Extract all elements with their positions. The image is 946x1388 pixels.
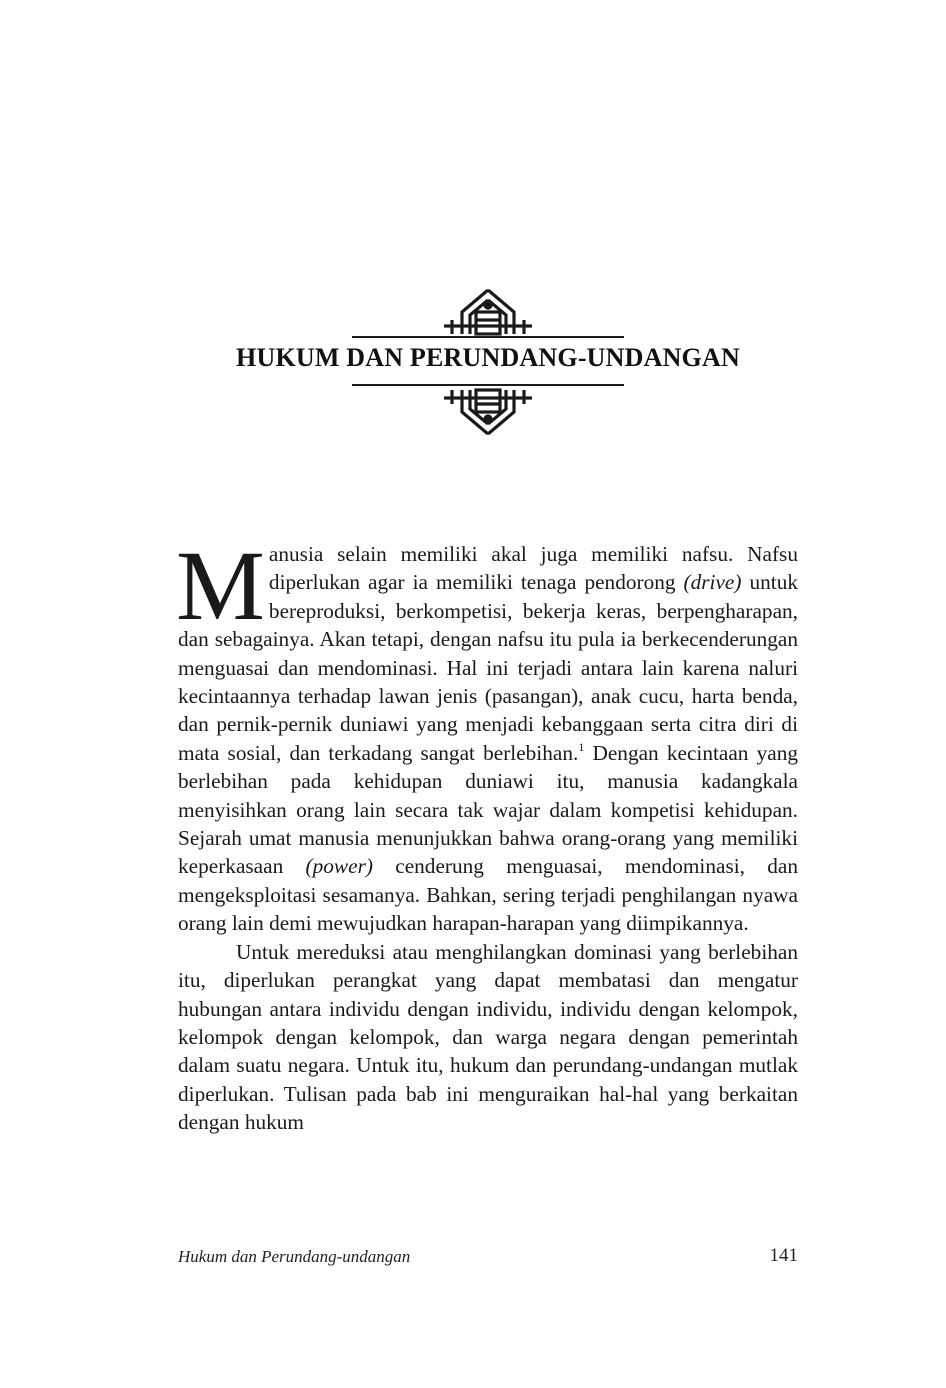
p1-italic-drive: (drive)	[683, 570, 742, 595]
p1-italic-power: (power)	[305, 854, 373, 879]
knot-top-icon	[444, 290, 532, 334]
p1-text-d: cenderung menguasai, mendominasi, dan mengeksploitasi sesamanya. Bahkan, sering terjadi penghilangan nyawa orang lain demi mewujudkan harapan-harapan yang diimpikannya.	[178, 854, 799, 936]
paragraph-1	[176, 530, 799, 938]
footnote-ref[interactable]: 1	[578, 739, 585, 754]
p1-text-b: untuk bereproduksi, berkompetisi, bekerja keras, berpengharapan, dan sebagainya. Akan tetapi, dengan nafsu itu pula ia berkecenderungan menguasai dan mendominasi. Hal ini terjadi antara lain karena naluri kecintaannya terhadap lawan jenis (pasangan), anak cucu, harta benda, dan pernik-pernik duniawi yang menjadi kebanggaan serta citra diri di mata sosial, dan terkadang sangat berlebihan.	[178, 570, 798, 765]
knot-bottom-icon	[444, 390, 532, 434]
drop-cap: M	[176, 530, 265, 641]
p1-text-a: anusia selain memiliki akal juga memiliki nafsu. Nafsu diperlukan agar ia memiliki tenaga pendorong	[268, 542, 798, 595]
running-footer-title: Hukum dan Perundang-undangan	[178, 1247, 411, 1266]
chapter-title: HUKUM DAN PERUNDANG-UNDANGAN	[236, 343, 740, 372]
p1-text-c: Dengan kecintaan yang berlebihan pada kehidupan duniawi itu, manusia kadangkala menyisihkan orang lain secara tak wajar dalam kompetisi kehidupan. Sejarah umat manusia menunjukkan bahwa orang-orang yang memiliki keperkasaan	[178, 740, 798, 879]
chapter-ornament	[0, 0, 946, 460]
body-text	[176, 530, 799, 1137]
page-number: 141	[769, 1245, 798, 1266]
paragraph-2: Untuk mereduksi atau menghilangkan dominasi yang berlebihan itu, diperlukan perangkat yang dapat membatasi dan mengatur hubungan antara individu dengan individu, individu dengan kelompok, kelompok dengan kelompok, dan warga negara dengan pemerintah dalam suatu negara. Untuk itu, hukum dan perundang-undangan mutlak diperlukan. Tulisan pada bab ini menguraikan hal-hal yang berkaitan dengan hukum	[178, 939, 798, 1135]
